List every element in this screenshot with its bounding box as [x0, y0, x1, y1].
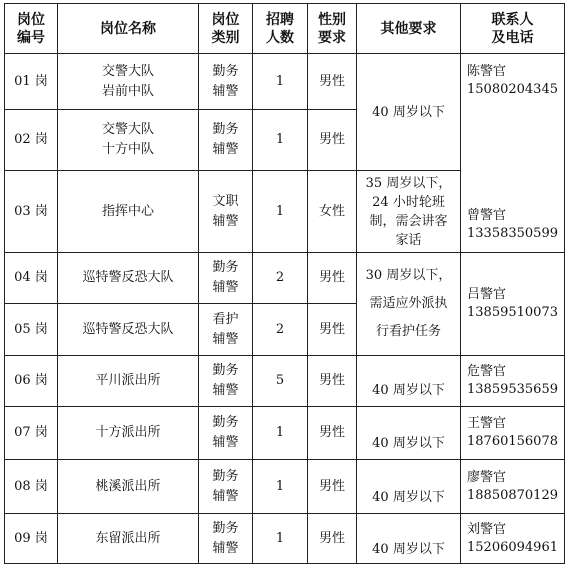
header-category: 岗位 类别 [199, 4, 253, 54]
header-code: 岗位 编号 [5, 4, 58, 54]
cell-gender: 男性 [308, 407, 357, 460]
cell-category: 勤务 辅警 [199, 514, 253, 564]
cell-code: 08 岗 [5, 460, 58, 514]
cell-other-requirement: 40 周岁以下 [357, 54, 461, 171]
cell-code: 05 岗 [5, 304, 58, 356]
cell-gender: 女性 [308, 171, 357, 253]
cell-count: 5 [253, 356, 308, 407]
cell-gender: 男性 [308, 253, 357, 304]
cell-code: 03 岗 [5, 171, 58, 253]
cell-category: 勤务 辅警 [199, 110, 253, 171]
cell-name: 平川派出所 [58, 356, 199, 407]
header-gender: 性别 要求 [308, 4, 357, 54]
cell-name: 交警大队 岩前中队 [58, 54, 199, 110]
cell-name: 巡特警反恐大队 [58, 304, 199, 356]
header-name: 岗位名称 [58, 4, 199, 54]
cell-category: 勤务 辅警 [199, 54, 253, 110]
cell-count: 2 [253, 304, 308, 356]
cell-category: 勤务 辅警 [199, 407, 253, 460]
table-row [5, 54, 565, 110]
cell-gender: 男性 [308, 356, 357, 407]
cell-gender: 男性 [308, 110, 357, 171]
table-row [5, 356, 565, 407]
cell-other-requirement: 30 周岁以下， 需适应外派执 行看护任务 [357, 253, 461, 356]
table-row [5, 407, 565, 460]
cell-code: 07 岗 [5, 407, 58, 460]
cell-count: 1 [253, 514, 308, 564]
header-contact: 联系人 及电话 [461, 4, 565, 54]
cell-count: 1 [253, 460, 308, 514]
header-row [5, 4, 565, 54]
cell-name: 指挥中心 [58, 171, 199, 253]
cell-code: 01 岗 [5, 54, 58, 110]
cell-code: 02 岗 [5, 110, 58, 171]
cell-gender: 男性 [308, 514, 357, 564]
recruitment-table-container [4, 3, 565, 564]
table-row [5, 253, 565, 304]
cell-code: 06 岗 [5, 356, 58, 407]
cell-name: 东留派出所 [58, 514, 199, 564]
cell-gender: 男性 [308, 304, 357, 356]
cell-name: 桃溪派出所 [58, 460, 199, 514]
table-row [5, 460, 565, 514]
cell-other-requirement: 40 周岁以下 [357, 460, 461, 514]
cell-category: 看护 辅警 [199, 304, 253, 356]
cell-other-requirement: 35 周岁以下， 24 小时轮班 制，需会讲客 家话 [357, 171, 461, 253]
cell-count: 2 [253, 253, 308, 304]
cell-contact: 吕警官 13859510073 [461, 253, 565, 356]
cell-gender: 男性 [308, 460, 357, 514]
cell-other-requirement: 40 周岁以下 [357, 356, 461, 407]
cell-category: 勤务 辅警 [199, 253, 253, 304]
cell-category: 文职 辅警 [199, 171, 253, 253]
cell-count: 1 [253, 54, 308, 110]
cell-count: 1 [253, 110, 308, 171]
cell-contact: 陈警官 15080204345 曾警官 13358350599 [461, 54, 565, 253]
cell-other-requirement: 40 周岁以下 [357, 407, 461, 460]
cell-name: 巡特警反恐大队 [58, 253, 199, 304]
cell-contact: 刘警官 15206094961 [461, 514, 565, 564]
table-row [5, 514, 565, 564]
cell-count: 1 [253, 407, 308, 460]
cell-gender: 男性 [308, 54, 357, 110]
cell-other-requirement: 40 周岁以下 [357, 514, 461, 564]
cell-category: 勤务 辅警 [199, 356, 253, 407]
cell-code: 09 岗 [5, 514, 58, 564]
cell-count: 1 [253, 171, 308, 253]
cell-contact: 王警官 18760156078 [461, 407, 565, 460]
cell-code: 04 岗 [5, 253, 58, 304]
cell-contact: 危警官 13859535659 [461, 356, 565, 407]
recruitment-table [4, 3, 565, 564]
header-count: 招聘 人数 [253, 4, 308, 54]
cell-name: 十方派出所 [58, 407, 199, 460]
cell-category: 勤务 辅警 [199, 460, 253, 514]
cell-contact: 廖警官 18850870129 [461, 460, 565, 514]
header-other: 其他要求 [357, 4, 461, 54]
cell-name: 交警大队 十方中队 [58, 110, 199, 171]
